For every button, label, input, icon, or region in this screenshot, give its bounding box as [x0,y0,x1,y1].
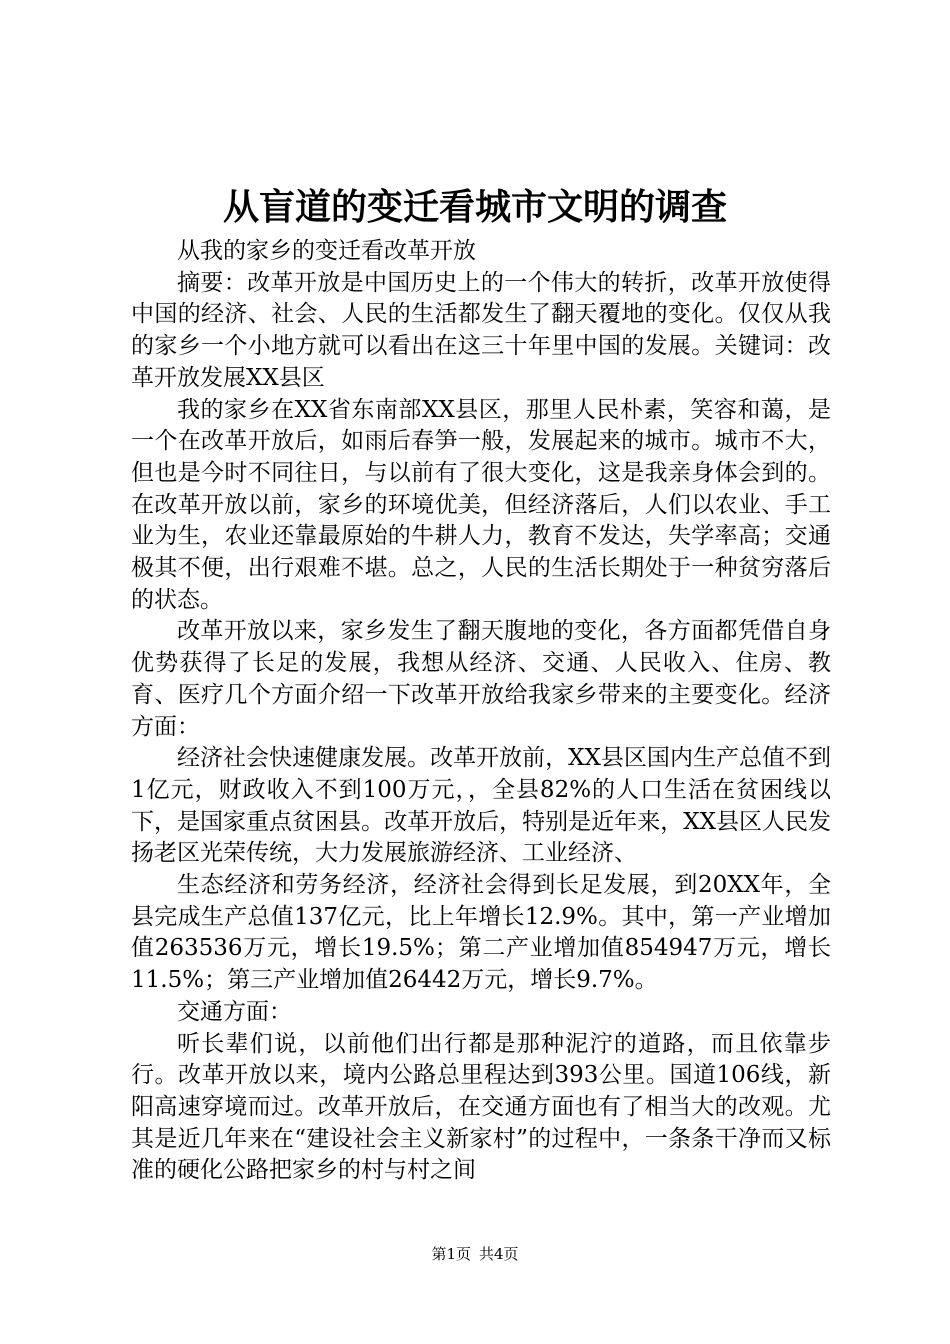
paragraph-subtitle: 从我的家乡的变迁看改革开放 [177,238,476,264]
paragraph-abstract: 摘要：改革开放是中国历史上的一个伟大的转折，改革开放使得中国的经济、社会、人民的生活都发生了翻天覆地的变化。仅仅从我的家乡一个小地方就可以看出在这三十年里中国的发展。关键词：改革开放发展XX县区 [131,269,831,391]
paragraph-hometown: 我的家乡在XX省东南部XX县区，那里人民朴素，笑容和蔼，是一个在改革开放后，如雨后春笋一般，发展起来的城市。城市不大，但也是今时不同往日，与以前有了很大变化，这是我亲身体会到的。在改革开放以前，家乡的环境优美，但经济落后，人们以农业、手工业为生，农业还靠最原始的牛耕人力，教育不发达，失学率高；交通极其不便，出行艰难不堪。总之，人民的生活长期处于一种贫穷落后的状态。 [131,396,831,613]
document-body [131,236,831,1187]
paragraph-economy-stats: 生态经济和劳务经济，经济社会得到长足发展，到20XX年，全县完成生产总值137亿元，比上年增长12.9%。其中，第一产业增加值263536万元，增长19.5%；第二产业增加值854947万元，增长11.5%；第三产业增加值26442万元，增长9.7%。 [131,872,831,994]
page-number: 第1页 [431,1245,471,1263]
paragraph-economy: 经济社会快速健康发展。改革开放前，XX县区国内生产总值不到1亿元，财政收入不到100万元，，全县82%的人口生活在贫困线以下，是国家重点贫困县。改革开放后，特别是近年来，XX县区人民发扬老区光荣传统，大力发展旅游经济、工业经济、 [131,745,831,867]
page-footer [0,1244,950,1264]
paragraph-transport-heading: 交通方面： [177,998,292,1025]
paragraph-changes: 改革开放以来，家乡发生了翻天腹地的变化，各方面都凭借自身优势获得了长足的发展，我想从经济、交通、人民收入、住房、教育、医疗几个方面介绍一下改革开放给我家乡带来的主要变化。经济方面： [131,618,831,740]
paragraph-transport: 听长辈们说，以前他们出行都是那种泥泞的道路，而且依靠步行。改革开放以来，境内公路总里程达到393公里。国道106线，新阳高速穿境而过。改革开放后，在交通方面也有了相当大的改观。尤其是近几年来在“建设社会主义新家村”的过程中，一条条干净而又标准的硬化公路把家乡的村与村之间 [131,1030,831,1184]
page-title: 从盲道的变迁看城市文明的调查 [222,187,727,228]
page-total: 共4页 [479,1245,519,1263]
